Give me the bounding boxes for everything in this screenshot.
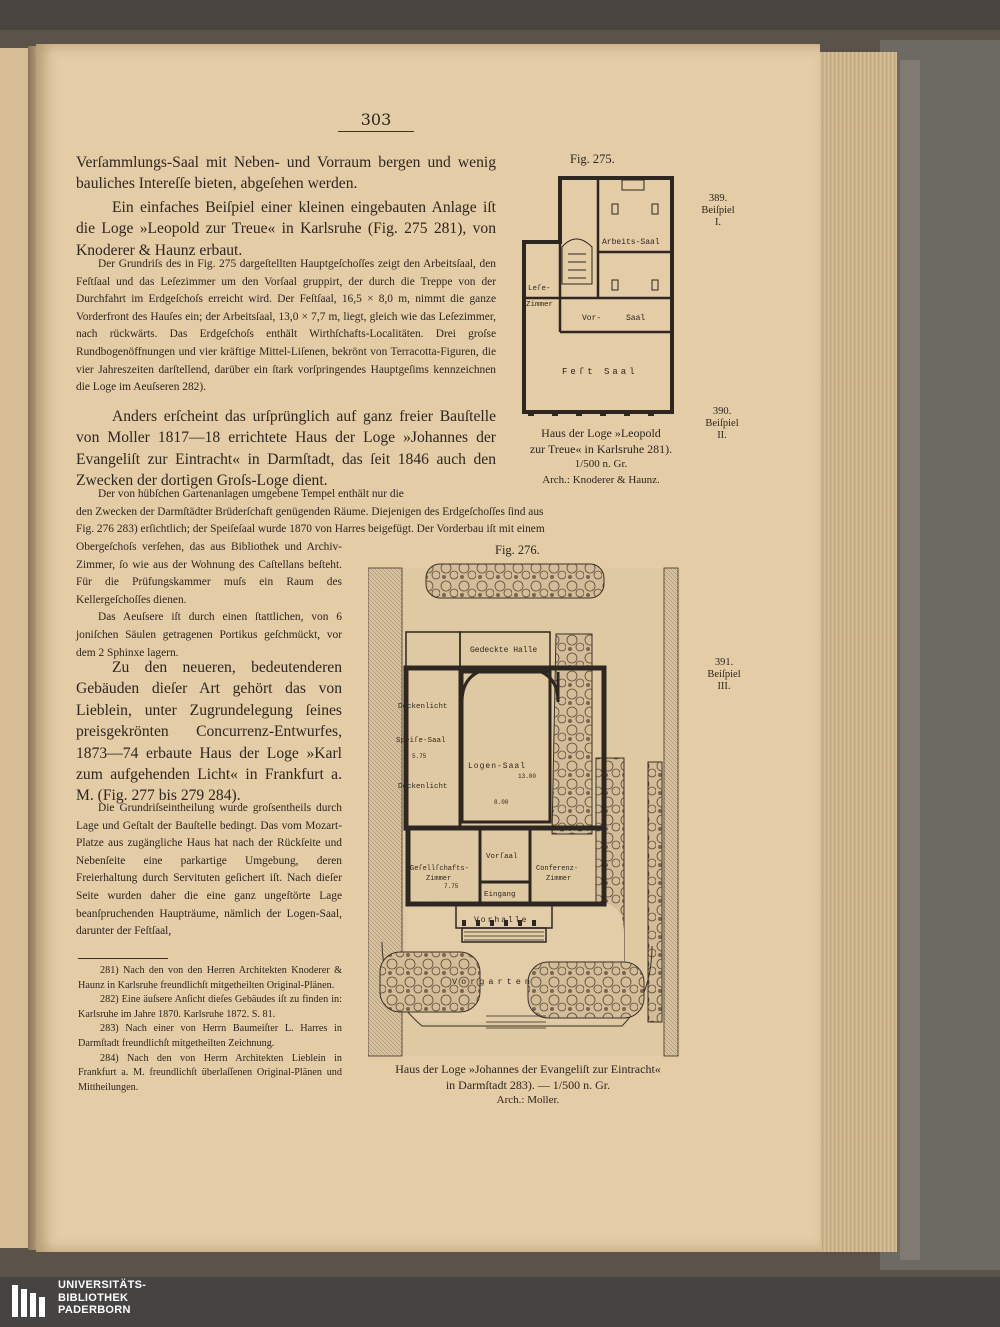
dimension-800: 8.00 [494,799,509,806]
room-vorgarten: Vorgarten [452,977,534,987]
room-conferenz-zimmer: Zimmer [546,875,572,883]
margin-note-389: 389. Beiſpiel I. [701,193,735,228]
left-page [0,48,28,1248]
fig276-label: Fig. 276. [495,543,540,557]
text-column-top [76,152,496,261]
library-name: UNIVERSITÄTS- BIBLIOTHEK PADERBORN [58,1279,147,1316]
room-deckenlicht-2: Deckenlicht [398,783,448,791]
room-gedeckte-halle: Gedeckte Halle [470,646,538,655]
book-cover-edge [900,60,920,1260]
room-conferenz: Conferenz- [536,865,579,873]
library-footer [0,1277,1000,1327]
room-fest-saal: Feſt Saal [562,367,638,377]
fig275-floor-plan [520,172,680,418]
lieblein-paragraph: Zu den neueren, bedeutenderen Gebäuden dieſer Art gehört das von Lieblein, unter Zugrundelegung ſeines preisgekrönten Concurrenz-Entwurfes, 1873—74 erbaute Haus der Loge »Karl zum aufgehenden Licht« in Frankfurt a. M. (Fig. 277 bis 279 284). [76,659,342,805]
room-deckenlicht-1: Deckenlicht [398,703,448,711]
leopold-details: Der Grundriſs des in Fig. 275 dargeſtellten Hauptgeſchoſſes zeigt den Arbeitsſaal, den Feſtſaal und das Leſezimmer um den Vorſaal gruppirt, der durch die Treppe von der Durchfahrt im Erdgeſchoſs erreicht wird. Der Feſtſaal, 16,5 × 8,0 m, nimmt die ganze Vorderfront des Hauſes ein; der Arbeitsſaal, 13,0 × 7,7 m, liegt, gleich wie das Leſezimmer, nach rückwärts. Das Erdgeſchoſs enthält Wirthſchafts-Localitäten. Drei groſse Rundbogenöffnungen und vier kräftige Mittel-Liſenen, bekrönt von Terracotta-Figuren, die vier Jahreszeiten darſtellend, darüber ein ſtark vorſpringendes Hauptgeſims kennzeichnen die Loge im Aeuſseren 282). [76,258,496,394]
room-saal: Saal [626,314,646,323]
fig276-caption: Haus der Loge »Johannes der Evangeliſt zur Eintracht« in Darmſtadt 283). — 1/500 n. Gr. Arch.: Moller. [395,1062,661,1106]
fig275-label: Fig. 275. [570,152,615,166]
room-lese: Leſe- [528,285,551,293]
room-speise-saal: Speiſe-Saal [396,737,446,745]
moller-details-narrow: Obergeſchoſs verſehen, das aus Bibliothek und Archiv-Zimmer, ſo wie aus der Wohnung des Caſtellans beſteht. Für die Prüfungskammer muſs ein Raum des Kellergeſchoſſes dienen. Das Aeuſsere iſt durch einen ſtattlichen, von 6 joniſchen Säulen getragenen Portikus geſchmückt, vor dem 2 Sphinxe lagern. [76,541,342,659]
room-vorsaal: Vorſaal [486,853,518,861]
book-cover [880,40,1000,1270]
dimension-775: 7.75 [444,883,459,890]
room-zimmer: Zimmer [526,301,554,309]
room-vorhalle: Vorhalle [474,916,529,925]
footnote-281: 281) Nach den von den Herren Architekten Knoderer & Haunz in Karlsruhe freundlichſt mitgetheilten Original-Plänen. [78,965,342,991]
moller-details-wide: Der von hübſchen Gartenanlagen umgebene Tempel enthält nur die den Zwecken der Darmſtädter Brüderſchaft genügenden Räume. Diejenigen des Erdgeſchoſſes ſind aus Fig. 276 283) erſichtlich; der Speiſeſaal wurde 1870 von Harres beigefügt. Der Vorderbau iſt mit einem [76,488,545,536]
dimension-1300: 13.00 [518,773,537,780]
margin-note-390: 390. Beiſpiel II. [705,406,739,441]
dimension-575: 5.75 [412,753,427,760]
page-edges [815,52,897,1252]
library-logo-icon [10,1281,50,1321]
intro-paragraph: Verſammlungs-Saal mit Neben- und Vorraum bergen und wenig bauliches Intereſſe bieten, abgeſehen werden. [76,154,496,193]
footnote-283: 283) Nach einer von Herrn Baumeiſter L. Harres in Darmſtadt freundlichſt mitgetheilten Zeichnung. [78,1023,342,1049]
leopold-paragraph: Ein einfaches Beiſpiel einer kleinen eingebauten Anlage iſt die Loge »Leopold zur Treue« in Karlsruhe (Fig. 275 281), von Knoderer & Haunz erbaut. [76,198,496,259]
footnote-284: 284) Nach den von Herrn Architekten Lieblein in Frankfurt a. M. freundlichſt überlaſſenen Original-Plänen und Mittheilungen. [78,1052,342,1093]
moller-paragraph: Anders erſcheint das urſprünglich auf ganz freier Bauſtelle von Moller 1817—18 errichtete Haus der Loge »Johannes der Evangeliſt zur Eintracht« in Darmſtadt, das ſeit 1846 auch den Zwecken der dortigen Groſs-Loge dient. [76,408,496,490]
footnotes [78,964,342,1095]
room-vor: Vor- [582,314,602,323]
fig275-caption: Haus der Loge »Leopold zur Treue« in Karlsruhe 281). 1/500 n. Gr. Arch.: Knoderer & Haunz. [529,426,673,486]
lieblein-details: Die Grundriſseintheilung wurde groſsentheils durch Lage und Geſtalt der Bauſtelle bedingt. Das vom Mozart-Platze aus zugängliche Haus hat nach der Rückſeite und Nebenſeite eine parkartige Umgebung, deren Freierhaltung durch Servituten geſichert iſt. Nach dieſer Seite wurden daher die eine ganz ungeſtörte Lage beanſpruchenden Haupträume, nämlich der Logen-Saal, darunter der Feſtſaal, [76,802,342,938]
fig276-floor-plan [368,562,680,1058]
footnote-rule [78,958,168,959]
page-number: 303 [338,110,414,132]
room-logen-saal: Logen-Saal [468,762,527,771]
margin-note-391: 391. Beiſpiel III. [707,657,741,692]
footnote-282: 282) Eine äuſsere Anſicht dieſes Gebäudes iſt zu finden in: Karlsruhe im Jahre 1870. Karlsruhe 1872. S. 81. [78,994,342,1020]
room-gesellschafts: Geſellſchafts- [410,865,469,873]
room-eingang: Eingang [484,891,516,899]
room-arbeits-saal: Arbeits-Saal [602,238,660,247]
room-gesellschafts-zimmer: Zimmer [426,875,452,883]
